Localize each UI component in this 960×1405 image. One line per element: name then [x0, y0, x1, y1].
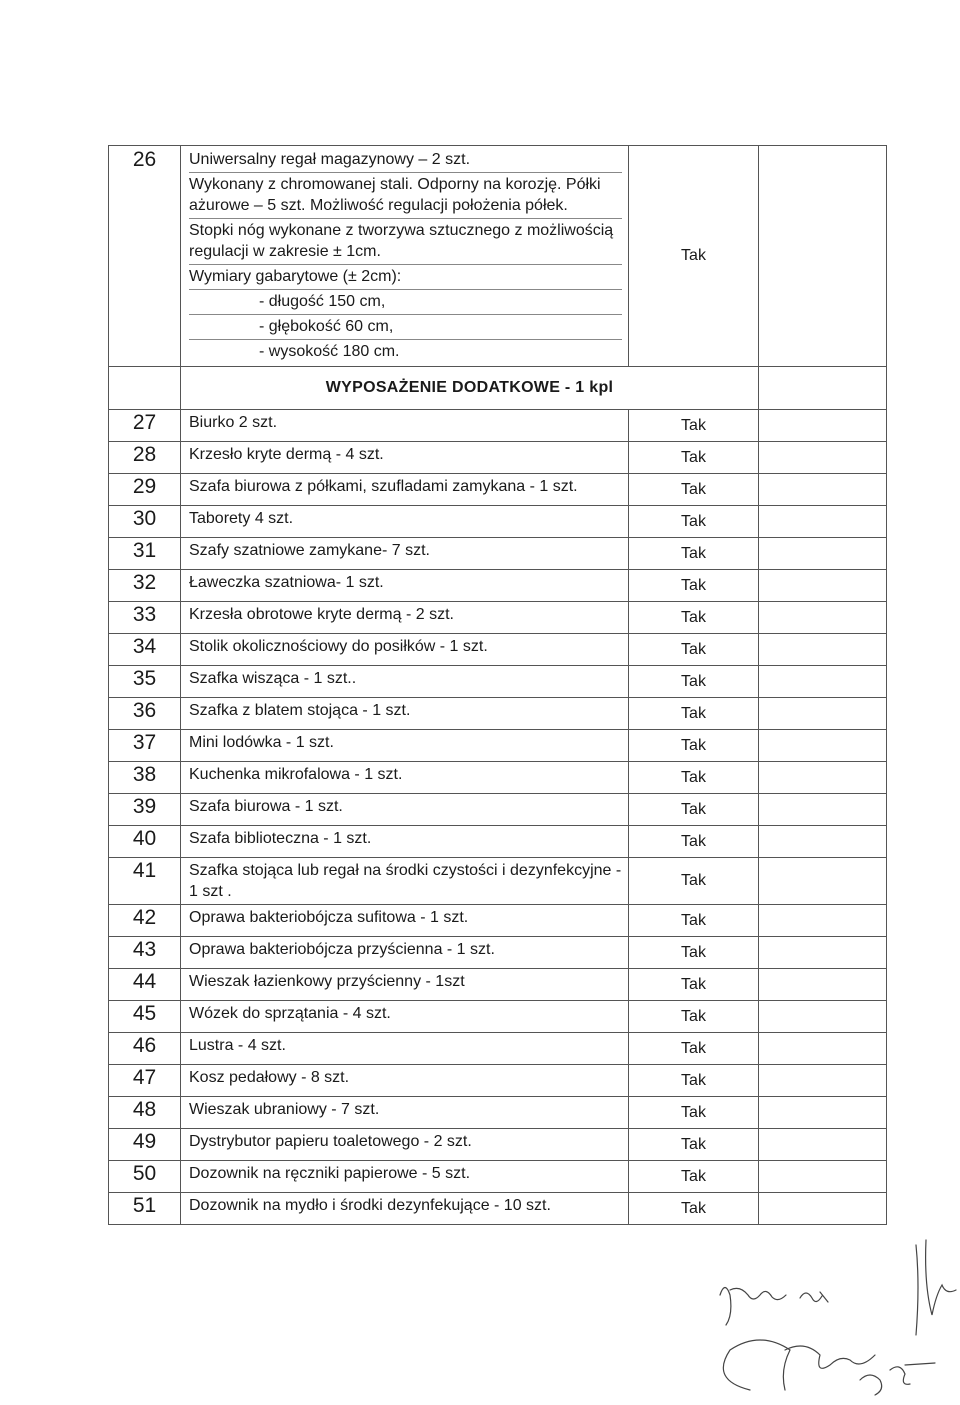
- item-26-dimension: - głębokość 60 cm,: [189, 315, 622, 340]
- empty-cell: [759, 730, 887, 762]
- empty-cell: [759, 1001, 887, 1033]
- item-value: Tak: [629, 905, 759, 937]
- item-26-dimension: - długość 150 cm,: [189, 290, 622, 315]
- item-number: 49: [109, 1129, 181, 1161]
- table-row: [109, 905, 887, 937]
- item-value: Tak: [629, 826, 759, 858]
- empty-cell: [759, 538, 887, 570]
- item-number: 37: [109, 730, 181, 762]
- empty-cell: [759, 905, 887, 937]
- table-row: [109, 937, 887, 969]
- empty-cell: [759, 570, 887, 602]
- item-value: Tak: [629, 1161, 759, 1193]
- table-row: [109, 794, 887, 826]
- item-value: Tak: [629, 410, 759, 442]
- empty-cell: [759, 858, 887, 905]
- empty-cell: [759, 634, 887, 666]
- empty-cell: [759, 410, 887, 442]
- item-value: Tak: [629, 937, 759, 969]
- table-row: [109, 698, 887, 730]
- item-number: 27: [109, 410, 181, 442]
- item-value: Tak: [629, 634, 759, 666]
- item-value: Tak: [629, 762, 759, 794]
- table-row: [109, 826, 887, 858]
- table-row: [109, 1097, 887, 1129]
- item-name: Krzesło kryte dermą - 4 szt.: [181, 442, 629, 474]
- item-26-dimension: - wysokość 180 cm.: [259, 343, 400, 360]
- item-number: 31: [109, 538, 181, 570]
- table-row-26: [109, 146, 887, 367]
- empty-cell: [759, 698, 887, 730]
- item-value: Tak: [629, 698, 759, 730]
- item-value: Tak: [629, 442, 759, 474]
- item-26-description: [181, 146, 629, 367]
- item-number: 47: [109, 1065, 181, 1097]
- empty-cell: [759, 969, 887, 1001]
- table-row: [109, 1161, 887, 1193]
- item-name: Dozownik na ręczniki papierowe - 5 szt.: [181, 1161, 629, 1193]
- table-row: [109, 730, 887, 762]
- table-row: [109, 762, 887, 794]
- item-number: 35: [109, 666, 181, 698]
- table-row: [109, 1033, 887, 1065]
- empty-cell: [759, 146, 887, 367]
- item-number: 32: [109, 570, 181, 602]
- item-number: 30: [109, 506, 181, 538]
- item-number: 51: [109, 1193, 181, 1225]
- table-row: [109, 1001, 887, 1033]
- empty-cell: [759, 1097, 887, 1129]
- item-number: 45: [109, 1001, 181, 1033]
- item-name: Krzesła obrotowe kryte dermą - 2 szt.: [181, 602, 629, 634]
- item-name: Oprawa bakteriobójcza sufitowa - 1 szt.: [181, 905, 629, 937]
- item-name: Szafka wisząca - 1 szt..: [181, 666, 629, 698]
- empty-cell: [759, 474, 887, 506]
- item-number: 41: [109, 858, 181, 905]
- item-number: 26: [109, 146, 181, 367]
- item-value: Tak: [629, 858, 759, 905]
- item-value: Tak: [629, 1033, 759, 1065]
- table-row: [109, 442, 887, 474]
- item-number: 38: [109, 762, 181, 794]
- item-number: 42: [109, 905, 181, 937]
- item-name: Szafa biurowa z półkami, szufladami zamykana - 1 szt.: [181, 474, 629, 506]
- item-value: Tak: [629, 730, 759, 762]
- item-number: 44: [109, 969, 181, 1001]
- item-name: Szafka z blatem stojąca - 1 szt.: [181, 698, 629, 730]
- item-name: Wieszak łazienkowy przyścienny - 1szt: [181, 969, 629, 1001]
- item-value: Tak: [629, 506, 759, 538]
- item-value: Tak: [629, 1097, 759, 1129]
- empty-cell: [109, 367, 181, 410]
- table-row: [109, 666, 887, 698]
- item-value: Tak: [629, 474, 759, 506]
- empty-cell: [759, 1033, 887, 1065]
- item-name: Szafy szatniowe zamykane- 7 szt.: [181, 538, 629, 570]
- empty-cell: [759, 367, 887, 410]
- empty-cell: [759, 1065, 887, 1097]
- empty-cell: [759, 602, 887, 634]
- table-row: [109, 410, 887, 442]
- item-name: Kuchenka mikrofalowa - 1 szt.: [181, 762, 629, 794]
- item-value: Tak: [629, 969, 759, 1001]
- item-number: 40: [109, 826, 181, 858]
- item-value: Tak: [629, 538, 759, 570]
- item-value: Tak: [629, 1001, 759, 1033]
- table-row: [109, 538, 887, 570]
- empty-cell: [759, 506, 887, 538]
- item-value: Tak: [629, 1129, 759, 1161]
- item-number: 43: [109, 937, 181, 969]
- item-26-line: Uniwersalny regał magazynowy – 2 szt.: [189, 148, 622, 173]
- item-name: Stolik okolicznościowy do posiłków - 1 szt.: [181, 634, 629, 666]
- empty-cell: [759, 794, 887, 826]
- item-name: Szafa biblioteczna - 1 szt.: [181, 826, 629, 858]
- empty-cell: [759, 442, 887, 474]
- item-name: Wózek do sprzątania - 4 szt.: [181, 1001, 629, 1033]
- item-name: Wieszak ubraniowy - 7 szt.: [181, 1097, 629, 1129]
- item-number: 33: [109, 602, 181, 634]
- item-name: Biurko 2 szt.: [181, 410, 629, 442]
- item-26-line: Stopki nóg wykonane z tworzywa sztucznego z możliwością regulacji w zakresie ± 1cm.: [189, 219, 622, 265]
- empty-cell: [759, 666, 887, 698]
- item-value: Tak: [629, 794, 759, 826]
- item-name: Kosz pedałowy - 8 szt.: [181, 1065, 629, 1097]
- table-row: [109, 602, 887, 634]
- item-value: Tak: [629, 666, 759, 698]
- empty-cell: [759, 937, 887, 969]
- item-value: Tak: [629, 602, 759, 634]
- item-name: Mini lodówka - 1 szt.: [181, 730, 629, 762]
- item-number: 46: [109, 1033, 181, 1065]
- item-name: Dozownik na mydło i środki dezynfekujące - 10 szt.: [181, 1193, 629, 1225]
- item-number: 29: [109, 474, 181, 506]
- item-26-line: Wykonany z chromowanej stali. Odporny na korozję. Półki ażurowe – 5 szt. Możliwość regulacji położenia półek.: [189, 173, 622, 219]
- item-number: 28: [109, 442, 181, 474]
- empty-cell: [759, 1161, 887, 1193]
- section-header-row: [109, 367, 887, 410]
- item-number: 48: [109, 1097, 181, 1129]
- table-row: [109, 570, 887, 602]
- table-row: [109, 506, 887, 538]
- item-number: 34: [109, 634, 181, 666]
- item-name: Taborety 4 szt.: [181, 506, 629, 538]
- empty-cell: [759, 762, 887, 794]
- item-value: Tak: [629, 1193, 759, 1225]
- item-name: Szafa biurowa - 1 szt.: [181, 794, 629, 826]
- item-number: 36: [109, 698, 181, 730]
- item-value: Tak: [629, 146, 759, 367]
- table-row: [109, 474, 887, 506]
- item-26-line: Wymiary gabarytowe (± 2cm):: [189, 265, 622, 290]
- table-row: [109, 1065, 887, 1097]
- item-value: Tak: [629, 570, 759, 602]
- empty-cell: [759, 826, 887, 858]
- item-name: Dystrybutor papieru toaletowego - 2 szt.: [181, 1129, 629, 1161]
- equipment-table: [108, 145, 887, 1225]
- item-name: Lustra - 4 szt.: [181, 1033, 629, 1065]
- item-name: Oprawa bakteriobójcza przyścienna - 1 szt.: [181, 937, 629, 969]
- table-row: [109, 634, 887, 666]
- item-name: Ławeczka szatniowa- 1 szt.: [181, 570, 629, 602]
- item-number: 39: [109, 794, 181, 826]
- table-row: [109, 1129, 887, 1161]
- item-number: 50: [109, 1161, 181, 1193]
- section-title: WYPOSAŻENIE DODATKOWE - 1 kpl: [181, 367, 759, 410]
- item-value: Tak: [629, 1065, 759, 1097]
- table-row: [109, 969, 887, 1001]
- handwritten-signature: [690, 1220, 960, 1400]
- empty-cell: [759, 1129, 887, 1161]
- item-name: Szafka stojąca lub regał na środki czystości i dezynfekcyjne - 1 szt .: [181, 858, 629, 905]
- table-row: [109, 858, 887, 905]
